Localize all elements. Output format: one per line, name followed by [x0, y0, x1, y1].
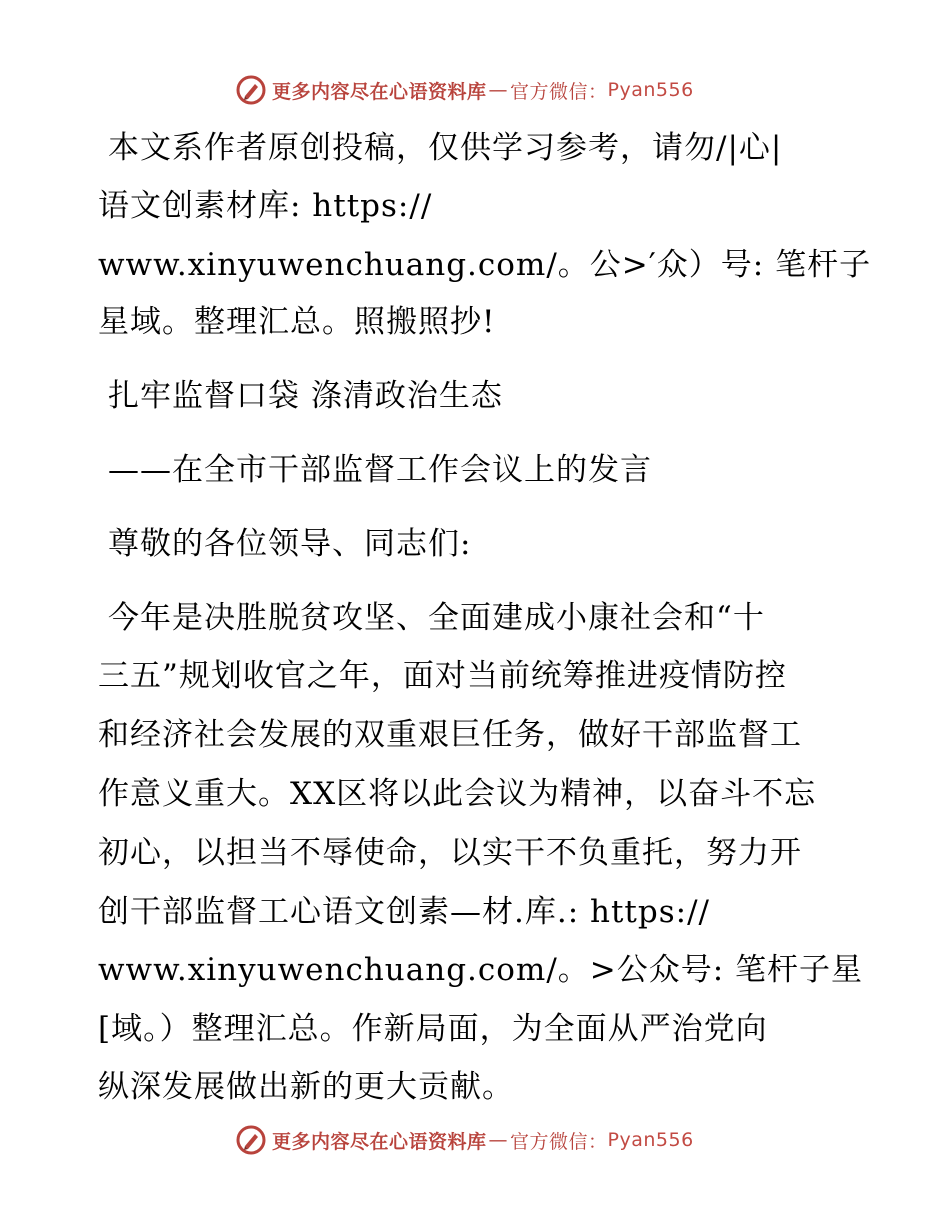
text-line: 初心，以担当不辱使命，以实干不负重托，努力开 [98, 835, 802, 871]
text-line: 和经济社会发展的双重艰巨任务，做好干部监督工 [98, 717, 802, 753]
text-line: www.xinyuwenchuang.com/。公>′众）号: 笔杆子 [98, 247, 872, 283]
banner-main-text: 更多内容尽在心语资料库 [272, 80, 487, 103]
document-title: 扎牢监督口袋 涤清政治生态 [108, 378, 503, 414]
banner-dash: — [488, 79, 509, 101]
bottom-banner [236, 1122, 694, 1158]
banner-main-text: 更多内容尽在心语资料库 [272, 1130, 487, 1153]
salutation: 尊敬的各位领导、同志们: [108, 526, 472, 562]
text-line: 纵深发展做出新的更大贡献。 [98, 1069, 514, 1105]
document-subtitle: ——在全市干部监督工作会议上的发言 [108, 452, 652, 488]
banner-wechat-label: 官方微信： [510, 80, 608, 103]
top-banner [236, 72, 694, 108]
text-line: 作意义重大。XX区将以此会议为精神，以奋斗不忘 [98, 776, 817, 812]
text-line: [域。）整理汇总。作新局面，为全面从严治党向 [98, 1011, 768, 1047]
banner-handle: Pyan556 [607, 79, 694, 101]
pen-logo-icon [236, 1125, 266, 1155]
text-line: 今年是决胜脱贫攻坚、全面建成小康社会和“十 [108, 600, 765, 636]
banner-wechat-label: 官方微信： [510, 1130, 608, 1153]
text-line: 本文系作者原创投稿，仅供学习参考，请勿/|心| [108, 130, 783, 166]
text-line: 创干部监督工心语文创素—材.库.: https:// [98, 894, 710, 930]
text-line: 语文创素材库: https:// [98, 188, 433, 224]
text-line: www.xinyuwenchuang.com/。>公众号: 笔杆子星 [98, 952, 864, 988]
banner-handle: Pyan556 [607, 1129, 694, 1151]
banner-dash: — [488, 1129, 509, 1151]
text-line: 星域。整理汇总。照搬照抄! [98, 304, 496, 340]
pen-logo-icon [236, 75, 266, 105]
text-line: 三五”规划收官之年，面对当前统筹推进疫情防控 [98, 658, 787, 694]
